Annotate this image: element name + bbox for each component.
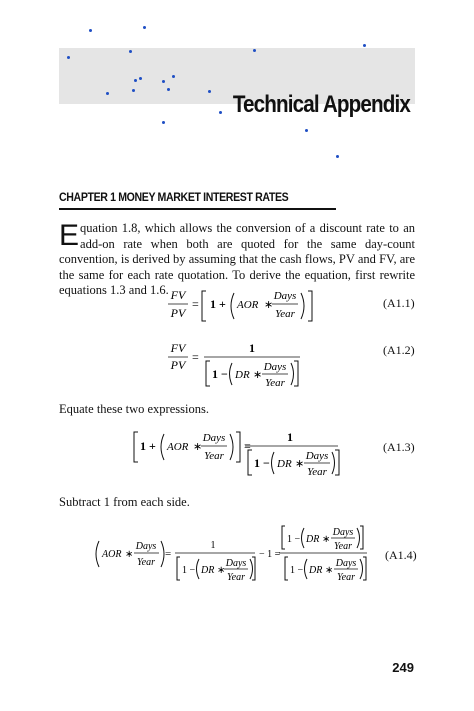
year-symbol: Year [307,466,327,478]
year-symbol: Year [204,450,224,462]
year-symbol: Year [265,377,285,389]
one-minus: 1 − [182,565,196,576]
year-symbol: Year [275,308,295,320]
days-symbol: Days [332,527,354,538]
pv-symbol: PV [170,306,186,320]
svg-text:∗: ∗ [264,299,274,311]
days-symbol: Days [273,290,297,302]
svg-text:∗: ∗ [322,534,331,545]
one-plus: 1 + [140,439,156,453]
equate-text: Equate these two expressions. [59,402,209,416]
svg-text:=: = [165,548,172,560]
numerator-one: 1 [249,341,255,355]
svg-text:∗: ∗ [325,565,334,576]
page-title: Technical Appendix [232,91,410,118]
days-symbol: Days [263,361,287,373]
equation-a1-2 [160,338,320,390]
svg-text:∗: ∗ [253,369,263,381]
svg-text:∗: ∗ [193,441,203,453]
days-symbol: Days [305,450,329,462]
aor-symbol: AOR [167,441,189,453]
days-symbol: Days [225,558,247,569]
dr-symbol: DR [235,369,250,381]
page-number: 249 [392,660,414,675]
pv-symbol: PV [170,358,186,372]
dr-symbol: DR [277,458,292,470]
one-minus: 1 − [212,367,228,381]
numerator-one: 1 [210,540,216,551]
year-symbol: Year [137,557,155,568]
equation-a1-4 [93,523,383,585]
dr-symbol: DR [306,534,320,545]
equation-label-a1-4: (A1.4) [385,548,417,562]
days-symbol: Days [335,558,357,569]
drop-cap: E [59,219,80,252]
subtract-text: Subtract 1 from each side. [59,495,190,509]
one-plus: 1 + [210,297,226,311]
svg-text:=: = [192,350,199,364]
year-symbol: Year [337,572,355,583]
svg-text:=: = [192,297,199,311]
section-rule [59,208,336,210]
svg-text:∗: ∗ [217,565,226,576]
equation-label-a1-3: (A1.3) [383,440,415,454]
svg-text:∗: ∗ [125,549,134,560]
one-minus: 1 − [287,534,301,545]
equation-a1-1 [160,283,320,329]
minus-one: − 1 = [259,549,281,560]
fv-symbol: FV [170,288,186,302]
year-symbol: Year [334,541,352,552]
equation-label-a1-1: (A1.1) [383,296,415,310]
section-heading: CHAPTER 1 MONEY MARKET INTEREST RATES [59,192,289,204]
equation-a1-3 [130,428,345,478]
svg-text:=: = [244,439,251,453]
aor-symbol: AOR [102,549,122,560]
days-symbol: Days [202,432,226,444]
dr-symbol: DR [201,565,215,576]
aor-symbol: AOR [237,299,259,311]
one-minus: 1 − [290,565,304,576]
year-symbol: Year [227,572,245,583]
intro-text: quation 1.8, which allows the conversion of a discount rate to an add-on rate when both are quoted for the same day-count convention, is derived by assuming that the cash flows, PV and FV, are the same for each rate quotation. To derive the equation, first rewrite equations 1.3 and 1.6. [59,221,415,297]
svg-text:∗: ∗ [295,458,305,470]
one-minus: 1 − [254,456,270,470]
fv-symbol: FV [170,341,186,355]
days-symbol: Days [135,541,157,552]
dr-symbol: DR [309,565,323,576]
numerator-one: 1 [287,430,293,444]
equation-label-a1-2: (A1.2) [383,343,415,357]
